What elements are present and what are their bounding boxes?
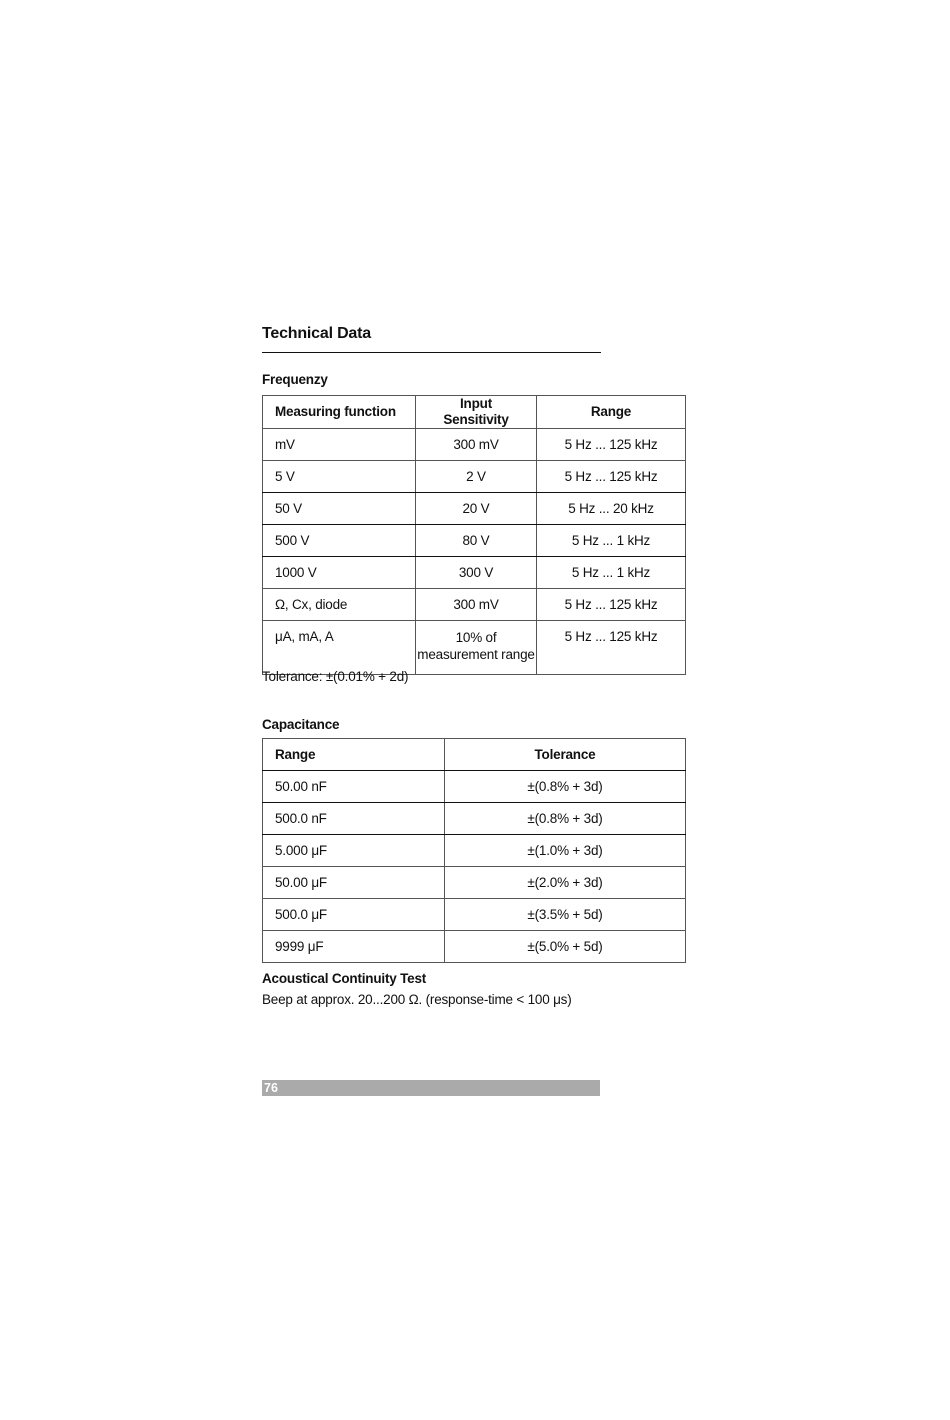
- table-row: [263, 835, 686, 867]
- measuring-function-cell: 500 V: [263, 525, 416, 557]
- capacitance-heading: Capacitance: [262, 717, 340, 732]
- frequency-tolerance-note: Tolerance: ±(0.01% + 2d): [262, 669, 409, 684]
- range-cell: 5 Hz ... 20 kHz: [537, 493, 686, 525]
- header-tolerance: Tolerance: [445, 739, 686, 771]
- continuity-description: Beep at approx. 20...200 Ω. (response-time < 100 μs): [262, 992, 572, 1007]
- range-cell: 5 Hz ... 1 kHz: [537, 525, 686, 557]
- table-row: [263, 803, 686, 835]
- sensitivity-line-1: 10% of: [455, 630, 497, 645]
- measuring-function-cell: μA, mA, A: [263, 621, 416, 675]
- range-cell: 500.0 μF: [263, 899, 445, 931]
- range-cell: 5 Hz ... 125 kHz: [537, 621, 686, 675]
- header-range: Range: [537, 396, 686, 429]
- measuring-function-cell: 5 V: [263, 461, 416, 493]
- page-title: Technical Data: [262, 325, 371, 342]
- input-sensitivity-cell: 2 V: [416, 461, 537, 493]
- header-input-sensitivity: Input Sensitivity: [416, 396, 537, 429]
- tolerance-cell: ±(2.0% + 3d): [445, 867, 686, 899]
- measuring-function-cell: 50 V: [263, 493, 416, 525]
- table-header-row: [263, 739, 686, 771]
- range-cell: 5.000 μF: [263, 835, 445, 867]
- table-header-row: [263, 396, 686, 429]
- tolerance-cell: ±(0.8% + 3d): [445, 803, 686, 835]
- range-cell: 500.0 nF: [263, 803, 445, 835]
- table-row: [263, 867, 686, 899]
- input-sensitivity-cell: 80 V: [416, 525, 537, 557]
- tolerance-cell: ±(1.0% + 3d): [445, 835, 686, 867]
- range-cell: 50.00 μF: [263, 867, 445, 899]
- title-divider: [262, 352, 601, 353]
- range-cell: 50.00 nF: [263, 771, 445, 803]
- page-number: 76: [264, 1081, 278, 1095]
- table-row: [263, 493, 686, 525]
- continuity-heading: Acoustical Continuity Test: [262, 971, 427, 986]
- table-row: [263, 621, 686, 675]
- tolerance-cell: ±(3.5% + 5d): [445, 899, 686, 931]
- input-sensitivity-cell: 300 mV: [416, 589, 537, 621]
- frequency-heading: Frequenzy: [262, 372, 328, 387]
- table-row: [263, 557, 686, 589]
- table-row: [263, 931, 686, 963]
- table-row: [263, 771, 686, 803]
- table-row: [263, 429, 686, 461]
- table-row: [263, 461, 686, 493]
- header-range: Range: [263, 739, 445, 771]
- footer-bar: [262, 1080, 600, 1096]
- capacitance-table: [262, 738, 686, 963]
- range-cell: 9999 μF: [263, 931, 445, 963]
- input-sensitivity-cell: 300 V: [416, 557, 537, 589]
- frequency-table: [262, 395, 686, 675]
- tolerance-cell: ±(5.0% + 5d): [445, 931, 686, 963]
- sensitivity-line-2: measurement range: [417, 647, 535, 662]
- header-measuring-function: Measuring function: [263, 396, 416, 429]
- input-sensitivity-cell: 300 mV: [416, 429, 537, 461]
- measuring-function-cell: 1000 V: [263, 557, 416, 589]
- input-sensitivity-cell: 20 V: [416, 493, 537, 525]
- table-row: [263, 589, 686, 621]
- range-cell: 5 Hz ... 125 kHz: [537, 461, 686, 493]
- range-cell: 5 Hz ... 1 kHz: [537, 557, 686, 589]
- input-sensitivity-cell: [416, 621, 537, 675]
- table-row: [263, 899, 686, 931]
- tolerance-cell: ±(0.8% + 3d): [445, 771, 686, 803]
- measuring-function-cell: mV: [263, 429, 416, 461]
- range-cell: 5 Hz ... 125 kHz: [537, 589, 686, 621]
- measuring-function-cell: Ω, Cx, diode: [263, 589, 416, 621]
- range-cell: 5 Hz ... 125 kHz: [537, 429, 686, 461]
- table-row: [263, 525, 686, 557]
